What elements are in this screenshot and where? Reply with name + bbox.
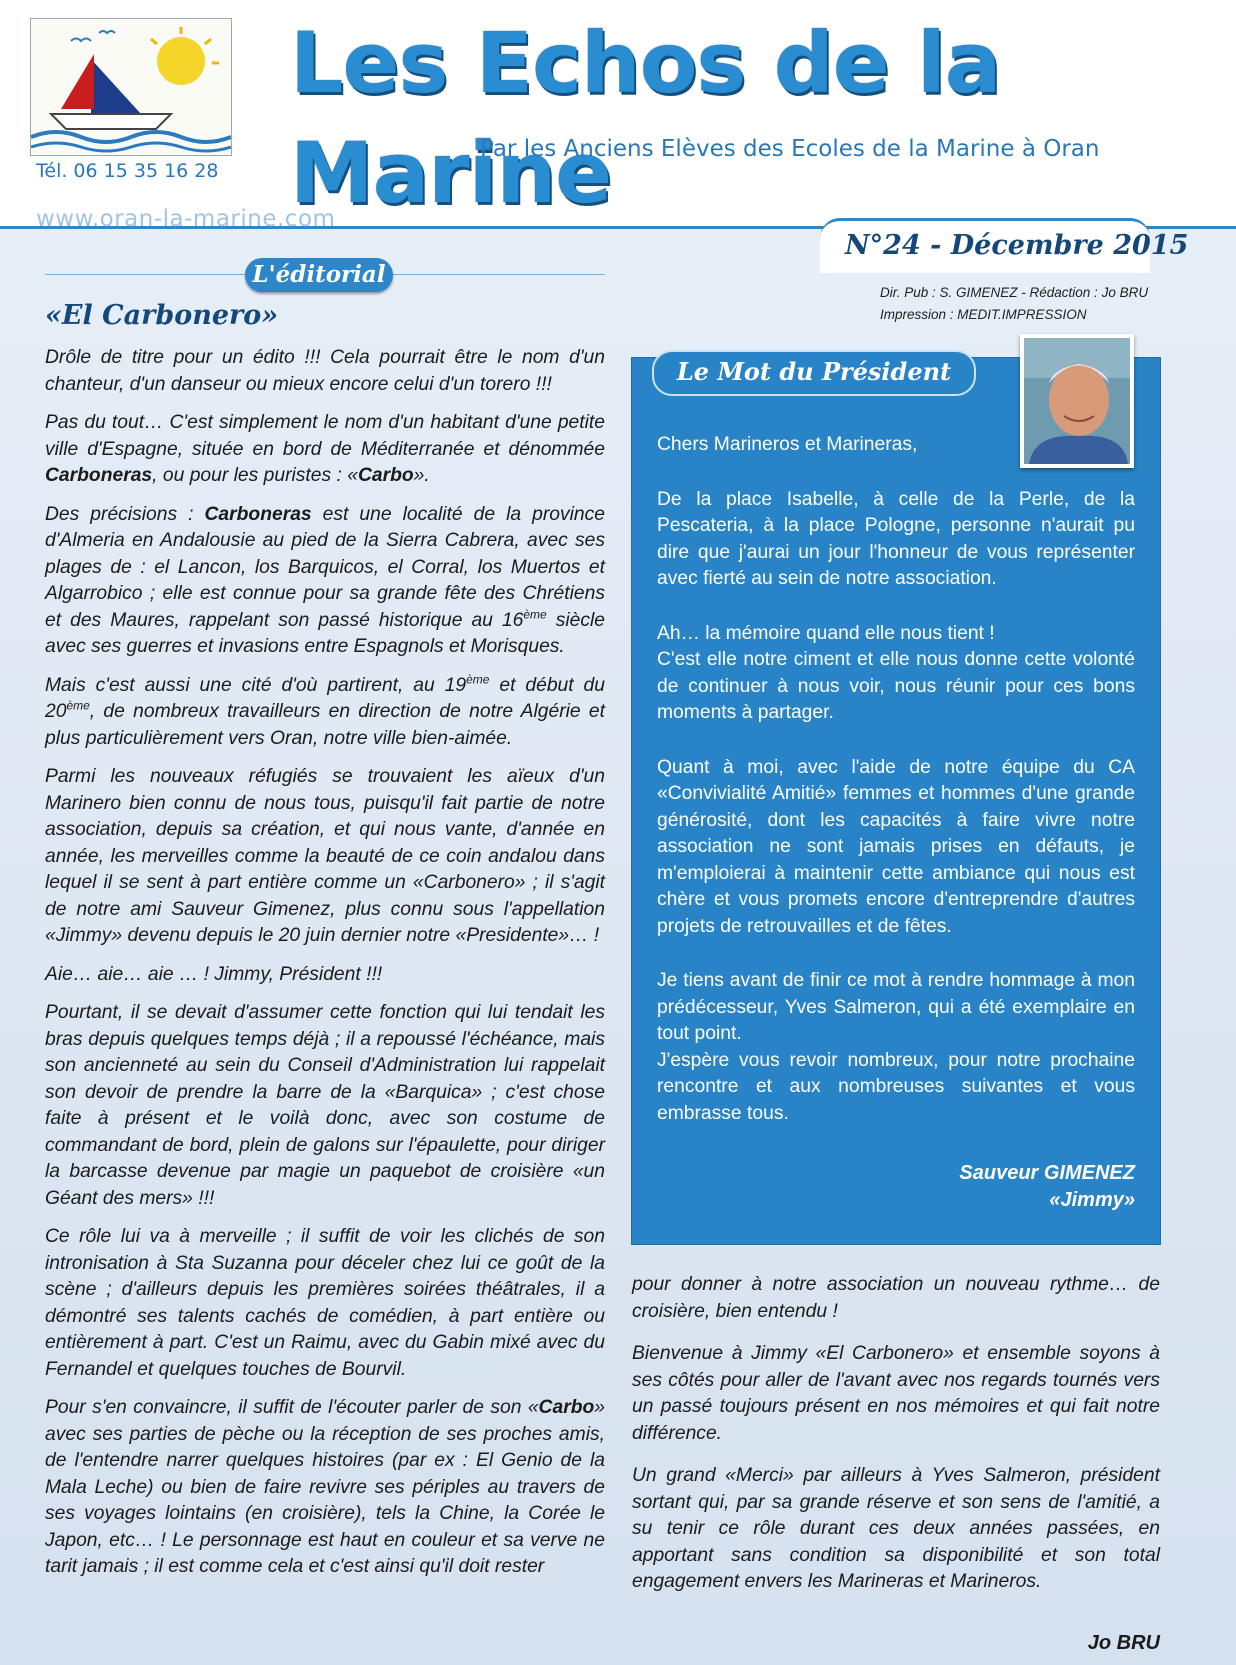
credits-line-2: Impression : MEDIT.IMPRESSION (880, 307, 1087, 322)
editorial-paragraph: Pas du tout… C'est simplement le nom d'un habitant d'une petite ville d'Espagne, située en bord de Méditerranée et dénommée Carboneras, ou pour les puristes : «Carbo». (45, 412, 605, 486)
president-message (657, 432, 1135, 1155)
signature-name: Sauveur GIMENEZ (959, 1162, 1135, 1184)
signature-nickname: «Jimmy» (1049, 1189, 1135, 1211)
editorial-paragraph: Drôle de titre pour un édito !!! Cela pourrait être le nom d'un chanteur, d'un danseur ou mieux encore celui d'un torero !!! (45, 347, 605, 395)
editorial-paragraph: Mais c'est aussi une cité d'où partirent, au 19ème et début du 20ème, de nombreux travailleurs en direction de notre Algérie et plus particulièrement vers Oran, notre ville bien-aimée. (45, 672, 605, 749)
president-paragraph: Chers Marineros et Marineras, (657, 434, 918, 455)
editorial-paragraph: Pourtant, il se devait d'assumer cette fonction qui lui tendait les bras depuis quelques temps déjà ; il a repoussé l'échéance, mais son ancienneté au sein du Conseil d'Administration lui rappelait son devoir de prendre la barre de la «Barquica» ; c'est chose faite à présent et le voilà donc, avec son costume de commandant de bord, plein de galons sur l'épaulette, pour diriger la barcasse devenue par magie un paquebot de croisière «un Géant des mers» !!! (45, 1002, 605, 1209)
phone-number: Tél. 06 15 35 16 28 (36, 160, 219, 182)
issue-number: N°24 - Décembre 2015 (845, 230, 1189, 261)
president-paragraph: Je tiens avant de finir ce mot à rendre hommage à mon prédécesseur, Yves Salmeron, qui a été exemplaire en tout point. (657, 970, 1135, 1044)
editorial-paragraph: Un grand «Merci» par ailleurs à Yves Salmeron, président sortant qui, par sa grande réserve et son sens de l'amitié, a su tenir ce rôle durant ces deux années passées, en apportant sans condition sa disponibilité et son total engagement envers les Marineras et Marineros. (632, 1465, 1160, 1592)
editorial-paragraph: Des précisions : Carboneras est une localité de la province d'Almeria en Andalousie au pied de la Sierra Cabrera, avec ses plages de : el Lancon, los Barquicos, el Corral, los Muertos et Algarrobico ; elle est connue pour sa grande fête des Chrétiens et des Maures, rappelant son passé historique au 16ème siècle avec ses guerres et invasions entre Espagnols et Morisques. (45, 503, 606, 657)
editorial-paragraph: Aie… aie… aie … ! Jimmy, Président !!! (45, 963, 383, 985)
president-paragraph: De la place Isabelle, à celle de la Perle, de la Pescateria, à la place Pologne, personne n'aurait pu dire que j'aurai un jour l'honneur de vous représenter avec fierté au sein de notre association. (657, 488, 1135, 589)
editorial-paragraph: Parmi les nouveaux réfugiés se trouvaient les aïeux d'un Marinero bien connu de nous tous, puisqu'il fait partie de notre association, depuis sa création, et qui nous vante, d'année en année, les merveilles comme la beauté de ce coin andalou dans lequel il se sent à part entière comme un «Carbonero» ; il s'agit de notre ami Sauveur Gimenez, plus connu sous l'appellation «Jimmy» devenu depuis le 20 juin dernier notre «Presidente»… ! (45, 766, 605, 946)
editorial-paragraph: Ce rôle lui va à merveille ; il suffit de voir les clichés de son intronisation à Sta Suzanna pour déceler chez lui ce goût de la scène ; d'ailleurs depuis les premières soirées théâtrales, il a démontré ses talents cachés de comédien, à part entière ou entièrement à part. C'est un Raimu, avec du Gabin mixé avec du Fernandel et quelques touches de Bourvil. (45, 1226, 605, 1380)
school-logo (30, 18, 232, 156)
credits-line-1: Dir. Pub : S. GIMENEZ - Rédaction : Jo BRU (880, 285, 1149, 300)
president-label: Le Mot du Président (652, 350, 976, 396)
website-link[interactable]: www.oran-la-marine.com (36, 206, 336, 232)
president-signature (657, 1160, 1135, 1214)
editorial-continuation (632, 1272, 1160, 1612)
editorial-paragraph: pour donner à notre association un nouveau rythme… de croisière, bien entendu ! (632, 1274, 1160, 1322)
president-paragraph: C'est elle notre ciment et elle nous donne cette volonté de continuer à nous voir, nous réunir pour ces bons moments à partager. (657, 649, 1135, 723)
editorial-paragraph: Bienvenue à Jimmy «El Carbonero» et ensemble soyons à ses côtés pour aller de l'avant avec nos regards tournés vers un passé toujours présent en nos mémoires et qui fait notre différence. (632, 1343, 1160, 1444)
president-paragraph: Ah… la mémoire quand elle nous tient ! (657, 622, 995, 644)
president-paragraph: Quant à moi, avec l'aide de notre équipe du CA «Convivialité Amitié» femmes et hommes d'une grande générosité, dont les capacités à faire vivre notre association ne sont jamais prises en défauts, je m'emploierai à maintenir cette ambiance qui nous est chère et vous promets encore d'entreprendre d'autres projets de retrouvailles et de fêtes. (657, 756, 1135, 937)
newsletter-title: Les Echos de la Marine (290, 14, 1001, 222)
editorial-author: Jo BRU (1087, 1632, 1160, 1654)
newsletter-subtitle: Par les Anciens Elèves des Ecoles de la Marine à Oran (480, 136, 1100, 162)
editorial-title: «El Carbonero» (45, 300, 279, 331)
editorial-paragraph: Pour s'en convaincre, il suffit de l'écouter parler de son «Carbo» avec ses parties de pèche ou la réception de ses proches amis, de l'entendre narrer quelques histoires (par ex : El Genio de la Mala Leche) ou bien de faire revivre ses périples au travers de ses voyages lointains (en croisière), tels la Chine, la Corée le Japon, etc… ! Le personnage est haut en couleur et sa verve ne tarit jamais ; il est comme cela et c'est ainsi qu'il doit rester (45, 1397, 605, 1577)
president-paragraph: J'espère vous revoir nombreux, pour notre prochaine rencontre et aux nombreuses suivantes et vous embrasse tous. (657, 1049, 1135, 1124)
editorial-label: L'éditorial (245, 258, 393, 292)
editorial-column (45, 345, 605, 1593)
credits (880, 282, 1148, 326)
